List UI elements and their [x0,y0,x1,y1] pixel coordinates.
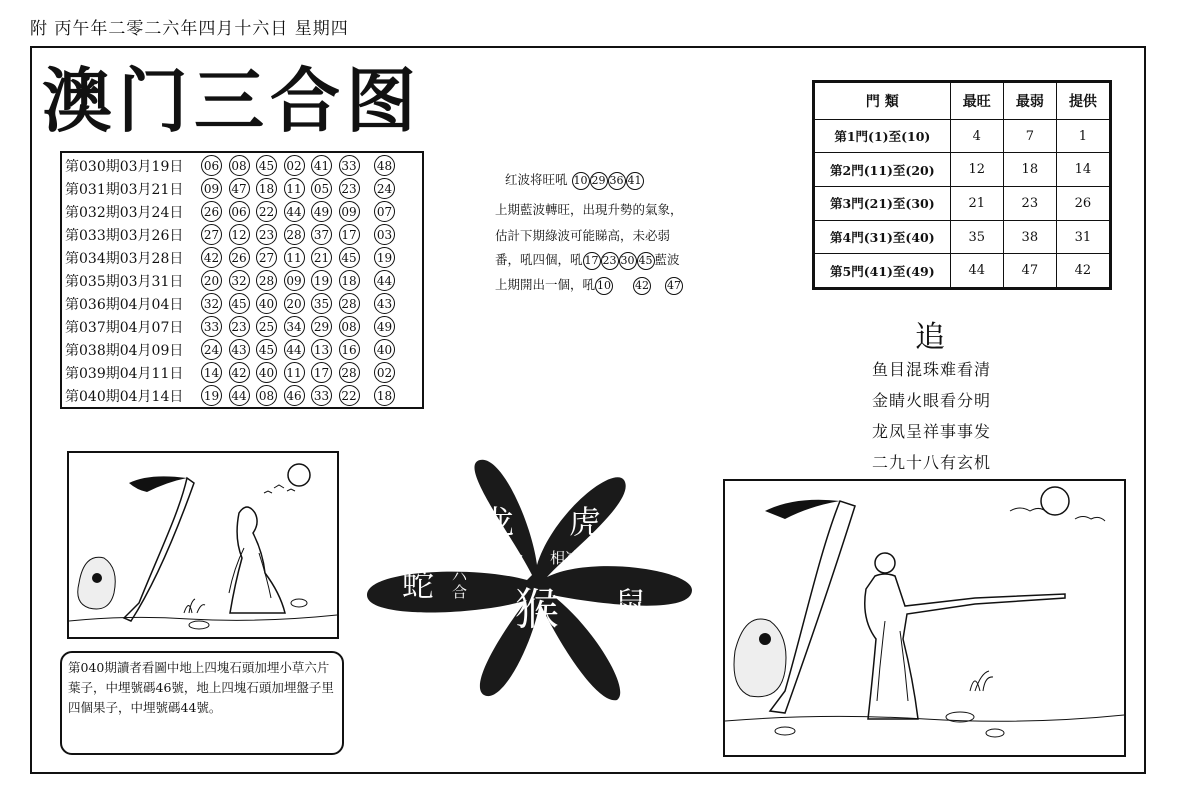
number-ball: 49 [311,201,332,222]
number-ball: 32 [201,293,222,314]
group-hot: 12 [950,153,1003,187]
number-ball: 44 [284,339,305,360]
tip-line-5-text: 上期開出一個，吼 [495,277,596,292]
number-ball: 17 [311,362,332,383]
history-row [65,292,402,315]
history-row [65,154,402,177]
number-ball: 02 [284,155,305,176]
tip-number-ball: 10 [595,277,613,295]
tip-number-ball: 23 [601,252,619,270]
tip-line-4 [495,250,680,270]
number-ball: 42 [229,362,250,383]
flower-liuhe-2: 合 [452,583,468,601]
tip-number-ball: 41 [626,172,644,190]
number-ball: 23 [256,224,277,245]
history-date: 第032期03月24日 [65,204,184,221]
number-ball: 06 [229,201,250,222]
history-date: 第031期03月21日 [65,181,184,198]
puzzle-note: 第040期讀者看圖中地上四塊石頭加埋小草六片葉子，中埋號碼46號，地上四塊石頭加埋盤子里四個果子，中埋號碼44號。 [60,651,344,755]
special-number-ball: 07 [374,201,395,222]
number-ball: 41 [311,155,332,176]
tip-number-ball: 42 [633,277,651,295]
number-ball: 13 [311,339,332,360]
number-ball: 23 [229,316,250,337]
group-row [815,254,1110,288]
flower-tiger: 虎 [569,503,602,541]
header-line: 附 丙午年二零二六年四月十六日 星期四 [30,19,349,39]
number-ball: 16 [339,339,360,360]
history-date: 第038期04月09日 [65,342,184,359]
number-ball: 22 [256,201,277,222]
number-ball: 33 [311,385,332,406]
number-ball: 45 [339,247,360,268]
group-label: 第3門(21)至(30) [815,187,951,221]
group-cold: 23 [1003,187,1056,221]
poem-line-3: 龙凤呈祥事事发 [872,422,992,441]
flower-liuhe-1: 六 [452,565,468,583]
number-ball: 08 [229,155,250,176]
tip-number-ball: 36 [608,172,626,190]
history-table [60,151,424,409]
number-ball: 26 [201,201,222,222]
number-ball: 08 [256,385,277,406]
number-ball: 08 [339,316,360,337]
history-row [65,246,402,269]
history-row [65,338,402,361]
number-ball: 37 [311,224,332,245]
number-ball: 20 [201,270,222,291]
number-ball: 35 [311,293,332,314]
tip-line-1-text: 红波将旺吼 [505,172,568,187]
group-cold: 18 [1003,153,1056,187]
number-ball: 09 [201,178,222,199]
group-offer: 31 [1056,220,1109,254]
number-ball: 28 [284,224,305,245]
tip-line-3: 估計下期綠波可能睇高，未必弱 [495,228,671,243]
number-ball: 28 [256,270,277,291]
flower-snake: 蛇 [402,566,435,604]
history-date: 第033期03月26日 [65,227,184,244]
flower-sanhe: 三合 [493,549,524,567]
special-number-ball: 18 [374,385,395,406]
number-ball: 32 [229,270,250,291]
group-hot: 21 [950,187,1003,221]
poem-line-4: 二九十八有玄机 [872,453,992,472]
group-cold: 38 [1003,220,1056,254]
group-offer: 1 [1056,119,1109,153]
group-label: 第5門(41)至(49) [815,254,951,288]
special-number-ball: 03 [374,224,395,245]
number-ball: 33 [339,155,360,176]
tip-line-5 [495,275,683,295]
number-ball: 45 [229,293,250,314]
tip-line-1 [505,170,644,190]
number-ball: 06 [201,155,222,176]
group-cold: 7 [1003,119,1056,153]
tip-line-4-text: 番，吼四個，吼 [495,252,583,267]
flower-liuhe [452,565,467,601]
group-label: 第1門(1)至(10) [815,119,951,153]
number-ball: 47 [229,178,250,199]
history-row [65,384,402,407]
number-ball: 23 [339,178,360,199]
special-number-ball: 49 [374,316,395,337]
group-offer: 42 [1056,254,1109,288]
number-ball: 24 [201,339,222,360]
group-offer: 26 [1056,187,1109,221]
special-number-ball: 02 [374,362,395,383]
number-ball: 22 [339,385,360,406]
hunter-illustration [723,479,1126,757]
group-row [815,153,1110,187]
number-ball: 28 [339,362,360,383]
tip-number-ball: 30 [619,252,637,270]
number-ball: 17 [339,224,360,245]
number-ball: 45 [256,155,277,176]
number-ball: 20 [284,293,305,314]
group-label: 第4門(31)至(40) [815,220,951,254]
number-ball: 05 [311,178,332,199]
special-number-ball: 43 [374,293,395,314]
tip-number-ball: 47 [665,277,683,295]
number-ball: 25 [256,316,277,337]
number-ball: 27 [256,247,277,268]
flower-dragon: 龙 [482,503,515,541]
history-row [65,361,402,384]
group-table [812,80,1112,290]
number-ball: 40 [256,362,277,383]
poem-line-2: 金睛火眼看分明 [872,391,992,410]
sage-illustration [67,451,339,639]
group-header-category: 門 類 [815,83,951,120]
tip-number-ball: 17 [583,252,601,270]
group-cold: 47 [1003,254,1056,288]
number-ball: 18 [339,270,360,291]
group-offer: 14 [1056,153,1109,187]
number-ball: 09 [284,270,305,291]
group-header-cold: 最弱 [1003,83,1056,120]
history-date: 第039期04月11日 [65,365,184,382]
group-row [815,187,1110,221]
history-date: 第035期03月31日 [65,273,184,290]
special-number-ball: 48 [374,155,395,176]
tip-line-2: 上期藍波轉旺，出現升勢的氣象， [495,202,683,217]
special-number-ball: 44 [374,270,395,291]
number-ball: 27 [201,224,222,245]
chase-title: 追 [915,320,945,355]
group-label: 第2門(11)至(20) [815,153,951,187]
number-ball: 29 [311,316,332,337]
number-ball: 33 [201,316,222,337]
number-ball: 19 [311,270,332,291]
number-ball: 19 [201,385,222,406]
group-hot: 4 [950,119,1003,153]
group-row [815,220,1110,254]
group-row [815,119,1110,153]
group-header-hot: 最旺 [950,83,1003,120]
number-ball: 14 [201,362,222,383]
history-date: 第040期04月14日 [65,388,184,405]
group-header-offer: 提供 [1056,83,1109,120]
number-ball: 11 [284,247,305,268]
history-row [65,269,402,292]
special-number-ball: 24 [374,178,395,199]
number-ball: 11 [284,362,305,383]
history-date: 第036期04月04日 [65,296,184,313]
number-ball: 40 [256,293,277,314]
special-number-ball: 19 [374,247,395,268]
tip-line-4-suffix: 藍波 [654,252,680,267]
history-date: 第034期03月28日 [65,250,184,267]
tip-number-ball: 29 [590,172,608,190]
number-ball: 28 [339,293,360,314]
special-number-ball: 40 [374,339,395,360]
number-ball: 21 [311,247,332,268]
history-row [65,315,402,338]
number-ball: 18 [256,178,277,199]
history-row [65,177,402,200]
flower-xiangchong: 相冲 [550,549,581,567]
history-date: 第037期04月07日 [65,319,184,336]
number-ball: 11 [284,178,305,199]
number-ball: 44 [284,201,305,222]
number-ball: 43 [229,339,250,360]
flower-monkey: 猴 [515,584,559,635]
number-ball: 34 [284,316,305,337]
tip-number-ball: 45 [637,252,655,270]
number-ball: 26 [229,247,250,268]
page-title: 澳门三合图 [42,60,422,142]
number-ball: 44 [229,385,250,406]
poem-line-1: 鱼目混珠难看清 [872,360,992,379]
group-hot: 35 [950,220,1003,254]
group-hot: 44 [950,254,1003,288]
zodiac-flower [362,455,694,705]
history-date: 第030期03月19日 [65,158,184,175]
number-ball: 09 [339,201,360,222]
tip-number-ball: 10 [572,172,590,190]
number-ball: 45 [256,339,277,360]
history-row [65,200,402,223]
number-ball: 12 [229,224,250,245]
flower-rat: 鼠 [615,585,648,623]
history-row [65,223,402,246]
number-ball: 42 [201,247,222,268]
number-ball: 46 [284,385,305,406]
